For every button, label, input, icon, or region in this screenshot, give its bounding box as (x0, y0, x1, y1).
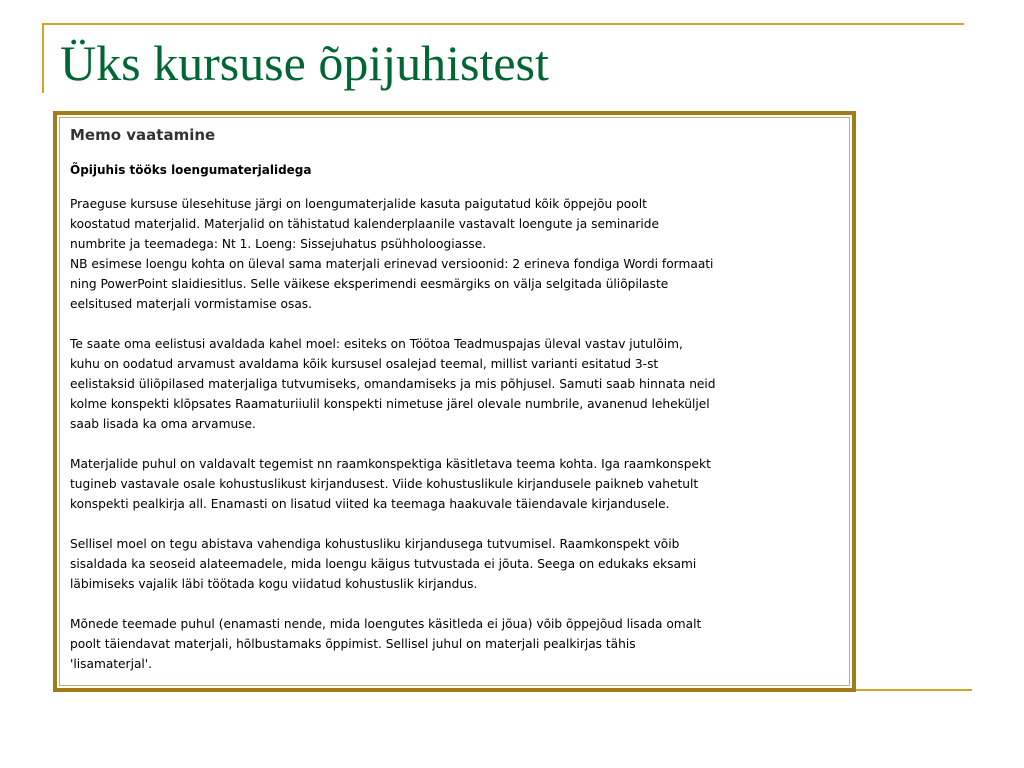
memo-text-line: läbimiseks vajalik läbi töötada kogu viidatud kohustuslik kirjandus. (70, 577, 478, 591)
memo-text-line: konspekti pealkirja all. Enamasti on lisatud viited ka teemaga haakuvale täiendavale kirjandusele. (70, 497, 670, 511)
memo-text-line: Te saate oma eelistusi avaldada kahel moel: esiteks on Töötoa Teadmuspajas üleval vastav jutulõim, (70, 337, 683, 351)
slide-title: Üks kursuse õpijuhistest (60, 35, 549, 91)
left-accent-rule (42, 23, 44, 93)
memo-text-line: kolme konspekti klõpsates Raamaturiiulil konspekti nimetuse järel olevale numbrile, avanenud leheküljel (70, 397, 710, 411)
memo-subheading: Õpijuhis tööks loengumaterjalidega (70, 163, 312, 177)
memo-text-line: Mõnede teemade puhul (enamasti nende, mida loengutes käsitleda ei jõua) võib õppejõud lisada omalt (70, 617, 702, 631)
memo-text-line: 'lisamaterjal'. (70, 657, 153, 671)
memo-text-line: eelistaksid üliõpilased materjaliga tutvumiseks, omandamiseks ja mis põhjusel. Samuti saab hinnata neid (70, 377, 716, 391)
memo-heading: Memo vaatamine (70, 126, 216, 144)
memo-text-line: Materjalide puhul on valdavalt tegemist nn raamkonspektiga käsitletava teema kohta. Iga raamkonspekt (70, 457, 711, 471)
memo-text-line: sisaldada ka seoseid alateemadele, mida loengu käigus tutvustada ei jõuta. Seega on edukaks eksami (70, 557, 697, 571)
memo-text-line: koostatud materjalid. Materjalid on tähistatud kalenderplaanile vastavalt loengute ja seminaride (70, 217, 660, 231)
memo-text-line: ning PowerPoint slaidiesitlus. Selle väikese eksperimendi eesmärgiks on välja selgitada üliõpilaste (70, 277, 669, 291)
memo-paragraph (70, 534, 849, 594)
memo-text-line: saab lisada ka oma arvamuse. (70, 417, 256, 431)
memo-paragraph (70, 614, 849, 674)
memo-text-line: numbrite ja teemadega: Nt 1. Loeng: Sissejuhatus psühholoogiasse. (70, 237, 487, 251)
memo-content (59, 117, 850, 686)
memo-screenshot-frame (53, 111, 856, 692)
memo-text-line: Praeguse kursuse ülesehituse järgi on loengumaterjalide kasuta paigutatud kõik õppejõu poolt (70, 197, 647, 211)
memo-text-line: tugineb vastavale osale kohustuslikust kirjandusest. Viide kohustuslikule kirjandusele paikneb vahetult (70, 477, 699, 491)
memo-paragraph (70, 454, 849, 514)
top-accent-rule (42, 23, 964, 25)
memo-text-line: eelsitused materjali vormistamise osas. (70, 297, 313, 311)
memo-text-line: Sellisel moel on tegu abistava vahendiga kohustusliku kirjandusega tutvumisel. Raamkonspekt võib (70, 537, 680, 551)
memo-paragraph (70, 194, 849, 314)
memo-text-line: kuhu on oodatud arvamust avaldama kõik kursusel osalejad teemal, millist varianti esitatud 3-st (70, 357, 659, 371)
memo-text-line: poolt täiendavat materjali, hõlbustamaks õppimist. Sellisel juhul on materjali pealkirjas tähis (70, 637, 636, 651)
memo-paragraph (70, 334, 849, 434)
memo-body (70, 194, 849, 674)
memo-text-line: NB esimese loengu kohta on üleval sama materjali erinevad versioonid: 2 erineva fondiga Wordi formaati (70, 257, 714, 271)
